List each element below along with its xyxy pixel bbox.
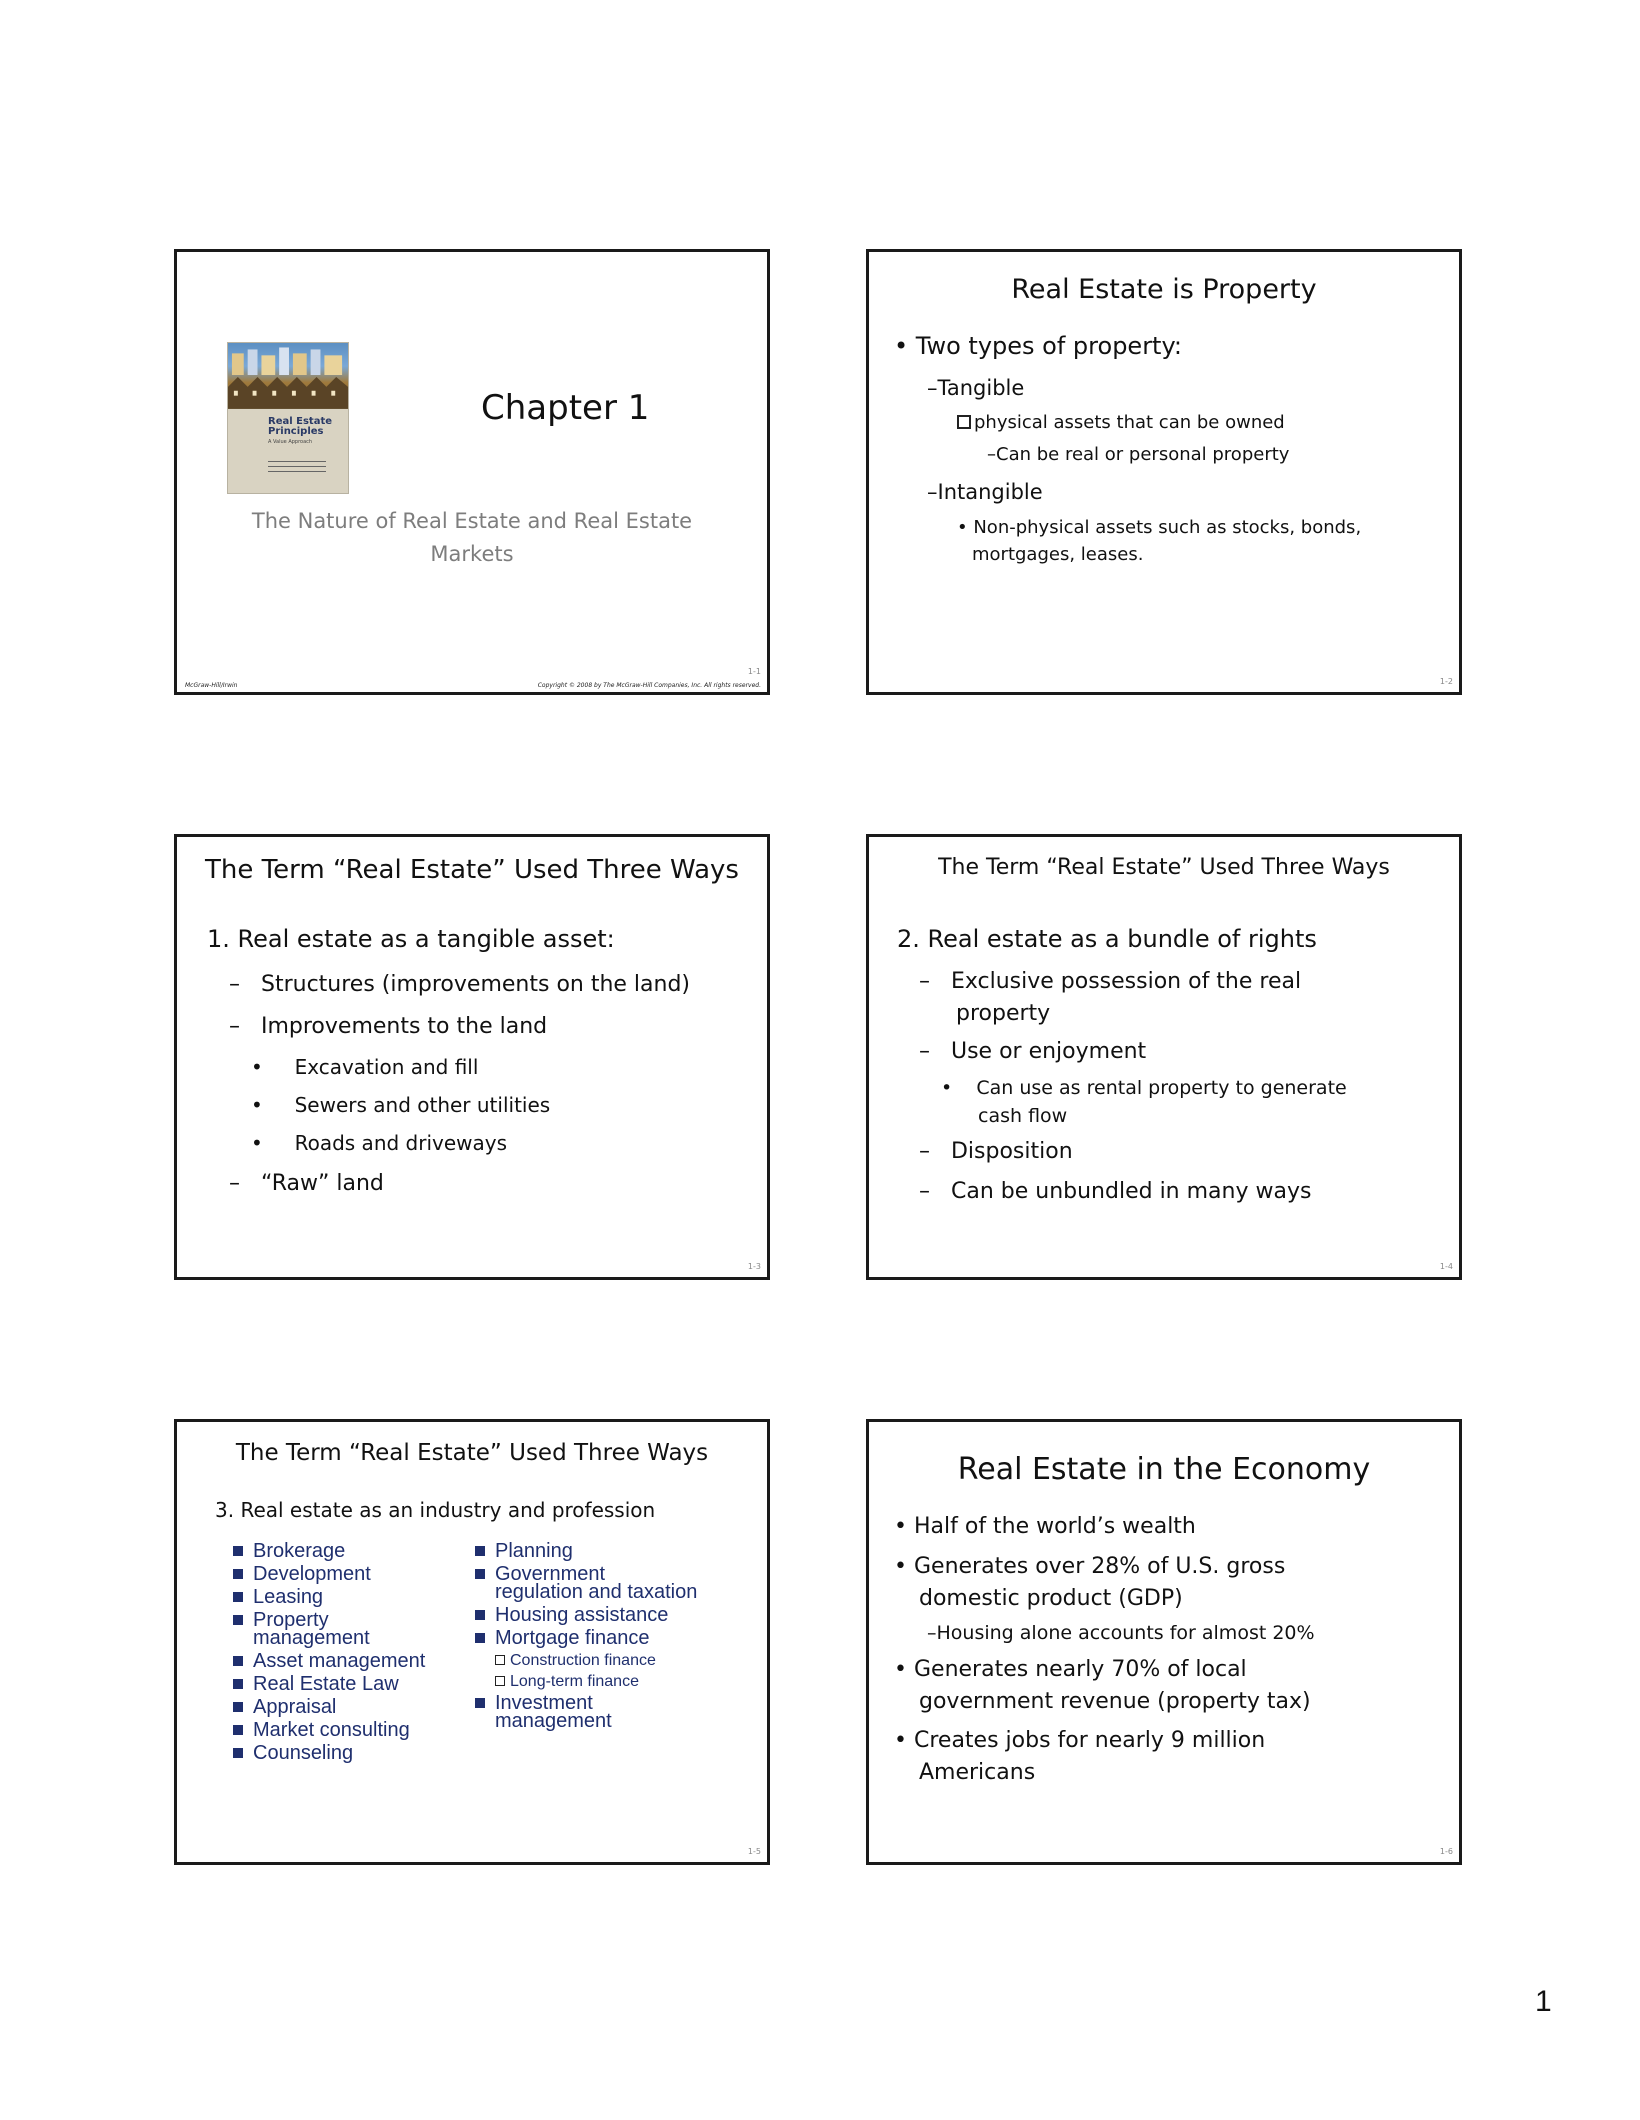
slide-title: The Term “Real Estate” Used Three Ways xyxy=(205,855,739,885)
list-item: Housing assistance xyxy=(475,1604,697,1627)
bullet: • Excavation and fill xyxy=(251,1055,479,1079)
sub-sub-bullet: physical assets that can be owned xyxy=(957,412,1285,433)
bullet: • Half of the world’s wealth xyxy=(894,1514,1196,1539)
bullet: • Generates nearly 70% of local xyxy=(894,1657,1247,1682)
sub-bullet: –Tangible xyxy=(927,376,1025,400)
list-item: Planning xyxy=(475,1540,697,1563)
dash-item: – Can be unbundled in many ways xyxy=(919,1179,1312,1204)
slide-number: 1-4 xyxy=(1439,1262,1453,1271)
slide-number: 1-6 xyxy=(1439,1847,1453,1856)
sub-sub-bullet: • Non-physical assets such as stocks, bonds, xyxy=(957,517,1362,538)
square-bullet-icon xyxy=(233,1615,243,1625)
square-bullet-icon xyxy=(233,1656,243,1666)
slide-title: Real Estate is Property xyxy=(1011,274,1317,305)
list-item: Mortgage finance xyxy=(475,1627,697,1650)
bullet-continuation: government revenue (property tax) xyxy=(919,1689,1311,1714)
square-bullet-icon xyxy=(233,1592,243,1602)
numbered-heading: 3. Real estate as an industry and profession xyxy=(215,1498,656,1522)
bullet: • Sewers and other utilities xyxy=(251,1093,551,1117)
bullet-continuation: Americans xyxy=(919,1760,1036,1785)
dash-item: – Exclusive possession of the real xyxy=(919,969,1302,994)
square-bullet-icon xyxy=(233,1725,243,1735)
numbered-heading: 1. Real estate as a tangible asset: xyxy=(207,925,615,953)
list-item-continuation: management xyxy=(495,1710,612,1732)
square-bullet-icon xyxy=(233,1748,243,1758)
slide-number: 1-2 xyxy=(1439,677,1453,686)
slide-number: 1-3 xyxy=(747,1262,761,1271)
bullet-continuation: mortgages, leases. xyxy=(972,544,1144,565)
slide-title: The Term “Real Estate” Used Three Ways xyxy=(938,855,1390,880)
dash-item: – Improvements to the land xyxy=(229,1014,548,1039)
square-bullet-icon xyxy=(475,1546,485,1556)
list-item: Market consulting xyxy=(233,1719,425,1742)
book-cover-image xyxy=(227,342,349,494)
industry-list-left xyxy=(233,1540,425,1765)
square-bullet-icon xyxy=(475,1633,485,1643)
bullet-continuation: domestic product (GDP) xyxy=(919,1586,1183,1611)
list-item: Government xyxy=(475,1563,697,1586)
bullet: • Roads and driveways xyxy=(251,1131,508,1155)
list-item: Asset management xyxy=(233,1650,425,1673)
copyright-footer: Copyright © 2008 by The McGraw-Hill Companies, Inc. All rights reserved. xyxy=(537,682,761,689)
cover-subtitle: A Value Approach xyxy=(268,439,313,445)
slide-title: The Term “Real Estate” Used Three Ways xyxy=(235,1440,709,1466)
cover-author-lines xyxy=(268,461,326,475)
dash-item: – Disposition xyxy=(919,1139,1073,1164)
list-item: Brokerage xyxy=(233,1540,425,1563)
list-item-continuation: regulation and taxation xyxy=(495,1581,698,1603)
houses-icon xyxy=(228,343,348,409)
cover-title: Real Estate Principles xyxy=(268,416,333,437)
numbered-heading: 2. Real estate as a bundle of rights xyxy=(897,925,1317,953)
list-item: Development xyxy=(233,1563,425,1586)
sub-list-item: Construction finance xyxy=(475,1650,697,1671)
slide-5 xyxy=(174,1419,770,1865)
square-bullet-icon xyxy=(233,1679,243,1689)
list-item: Investment xyxy=(475,1692,697,1715)
list-item: Appraisal xyxy=(233,1696,425,1719)
list-item: Real Estate Law xyxy=(233,1673,425,1696)
sub-bullet: –Housing alone accounts for almost 20% xyxy=(927,1622,1315,1644)
list-item-continuation: management xyxy=(253,1627,370,1649)
bullet-continuation: cash flow xyxy=(978,1105,1068,1127)
dash-item: – Use or enjoyment xyxy=(919,1039,1147,1064)
slide-number: 1-5 xyxy=(747,1847,761,1856)
slide-4 xyxy=(866,834,1462,1280)
slide-number: 1-1 xyxy=(747,667,761,676)
sub-list-item: Long-term finance xyxy=(475,1671,697,1692)
list-item: Counseling xyxy=(233,1742,425,1765)
list-item: Leasing xyxy=(233,1586,425,1609)
bullet: • Can use as rental property to generate xyxy=(941,1077,1347,1099)
square-bullet-icon xyxy=(233,1546,243,1556)
dash-item: – Structures (improvements on the land) xyxy=(229,972,691,997)
list-item: Property xyxy=(233,1609,425,1632)
square-bullet-icon xyxy=(475,1569,485,1579)
checkbox-bullet-icon xyxy=(957,415,971,429)
dash-item-continuation: property xyxy=(956,1001,1051,1026)
square-bullet-icon xyxy=(475,1610,485,1620)
chapter-subtitle: The Nature of Real Estate and Real Estate Markets xyxy=(251,509,693,566)
page-number: 1 xyxy=(1535,1985,1552,2018)
industry-list-right xyxy=(475,1540,697,1733)
slide-2 xyxy=(866,249,1462,695)
slide-3 xyxy=(174,834,770,1280)
square-bullet-icon xyxy=(233,1702,243,1712)
chapter-title: Chapter 1 xyxy=(481,388,650,428)
sub-sub-sub-bullet: –Can be real or personal property xyxy=(987,444,1290,465)
slide-title: Real Estate in the Economy xyxy=(957,1452,1371,1487)
checkbox-bullet-icon xyxy=(495,1655,505,1665)
slide-1 xyxy=(174,249,770,695)
sub-bullet: –Intangible xyxy=(927,480,1043,504)
square-bullet-icon xyxy=(475,1698,485,1708)
bullet: • Creates jobs for nearly 9 million xyxy=(894,1728,1266,1753)
dash-item: – “Raw” land xyxy=(229,1171,384,1196)
bullet: • Two types of property: xyxy=(894,332,1183,360)
publisher-footer: McGraw-Hill/Irwin xyxy=(185,682,238,689)
checkbox-bullet-icon xyxy=(495,1676,505,1686)
slide-6 xyxy=(866,1419,1462,1865)
square-bullet-icon xyxy=(233,1569,243,1579)
bullet: • Generates over 28% of U.S. gross xyxy=(894,1554,1286,1579)
